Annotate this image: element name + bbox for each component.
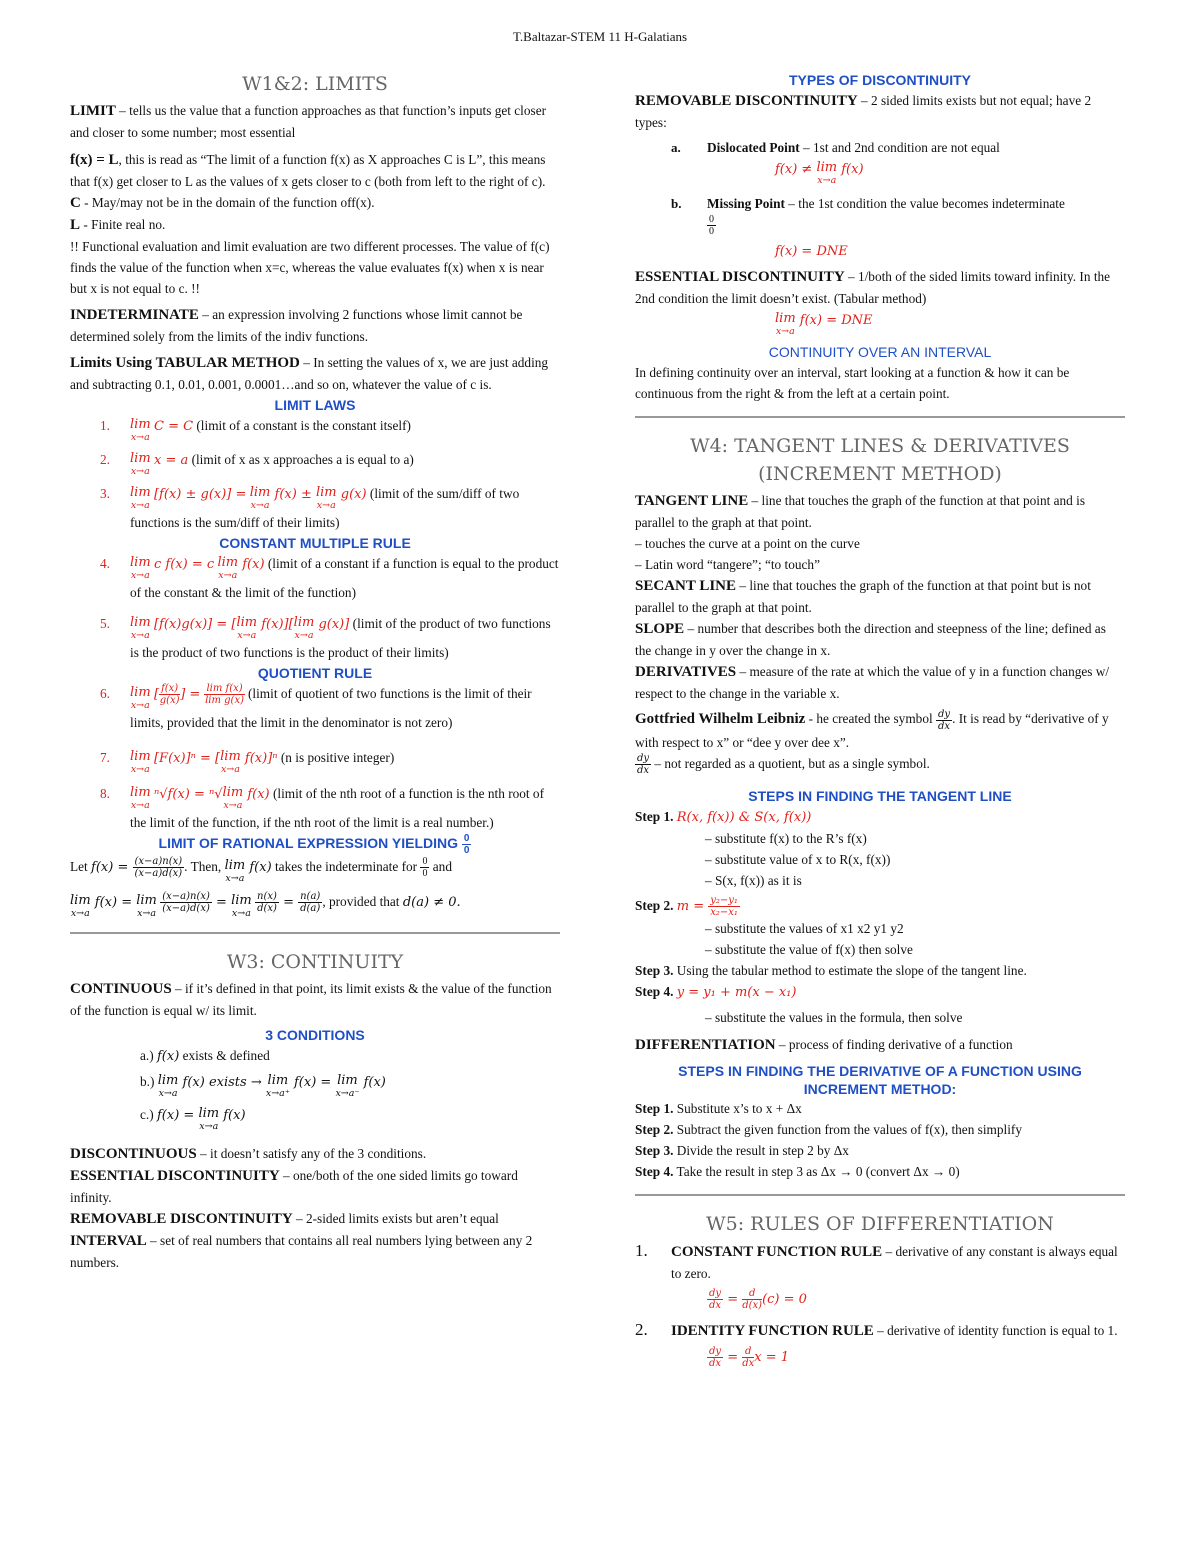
- tangent-step-2: Step 2. m = y₂−y₁ x₂−x₁: [635, 895, 738, 919]
- slope-definition: SLOPE – number that describes both the direction and steepness of the line; defined as the change in y over the change in x.: [635, 621, 1106, 659]
- rule-2: 2. IDENTITY FUNCTION RULE – derivative of identity function is equal to 1.: [635, 1320, 1118, 1340]
- differentiation-definition: DIFFERENTIATION – process of finding derivative of a function: [635, 1037, 1013, 1054]
- removable-discontinuity-definition: REMOVABLE DISCONTINUITY – 2-sided limits exists but aren’t equal: [70, 1211, 499, 1227]
- c-definition: C - May/may not be in the domain of the function off(x).: [70, 195, 375, 211]
- dislocated-point-equation: f(x) ≠ lim x→a f(x): [775, 160, 864, 186]
- condition-c: c.) f(x) = lim x→a f(x): [140, 1106, 246, 1132]
- tangent-line-definition: TANGENT LINE – line that touches the graph of the function at that point and is parallel to the graph at that point.: [635, 493, 1086, 531]
- tangent-step-2-b1: – substitute the values of x1 x2 y1 y2: [705, 921, 904, 937]
- divider: [70, 932, 560, 934]
- tangent-step-1-b2: – substitute value of x to R(x, f(x)): [705, 852, 891, 868]
- indeterminate-definition: INDETERMINATE – an expression involving 2 functions whose limit cannot be determined solely from the limits of the indiv functions.: [70, 307, 523, 344]
- law-3: 3. lim x→a [f(x) ± g(x)] = lim x→a f(x) ± lim x→a g(x) (limit of the sum/diff of two functions is the sum/diff of their limits): [100, 485, 520, 530]
- types-of-discontinuity-heading: TYPES OF DISCONTINUITY: [788, 72, 971, 88]
- condition-b: b.) lim x→a f(x) exists → lim x→a⁺ f(x) = lim x→a⁻ f(x): [140, 1073, 386, 1099]
- tangent-bullet-2: – Latin word “tangere”; “to touch”: [635, 557, 820, 573]
- essential-equation: lim x→a f(x) = DNE: [775, 311, 873, 338]
- constant-multiple-heading: CONSTANT MULTIPLE RULE: [219, 535, 411, 551]
- rational-expression-heading: LIMIT OF RATIONAL EXPRESSION YIELDING 0 0: [158, 833, 470, 856]
- section-title-limits: W1&2: LIMITS: [242, 73, 388, 95]
- steps-tangent-heading: STEPS IN FINDING THE TANGENT LINE: [748, 788, 1012, 805]
- type-b: b. Missing Point – the 1st condition the value becomes indeterminate: [671, 196, 1065, 211]
- rule-1-equation: dy dx = d d(x)(c) = 0: [709, 1288, 807, 1312]
- condition-a: a.) f(x) exists & defined: [140, 1048, 270, 1064]
- law-2: 2. lim x→a x = a (limit of x as x approaches a is equal to a): [100, 451, 414, 477]
- essential-discontinuity-definition: ESSENTIAL DISCONTINUITY – 1/both of the sided limits toward infinity. In the 2nd condition the limit doesn’t exist. (Tabular method): [635, 269, 1111, 307]
- section-title-differentiation: W5: RULES OF DIFFERENTIATION: [706, 1213, 1054, 1236]
- law-4: 4. lim x→a c f(x) = c lim x→a f(x) (limit of a constant if a function is equal to the product of the constant & the limit of the function): [100, 555, 559, 600]
- limit-definition: LIMIT – tells us the value that a function approaches as that function’s inputs get closer and closer to some number; most essential: [70, 103, 547, 140]
- section-title-tangent: W4: TANGENT LINES & DERIVATIVES (INCREMENT METHOD): [690, 435, 1070, 486]
- l-definition: L - Finite real no.: [70, 217, 166, 233]
- essential-discontinuity-definition: ESSENTIAL DISCONTINUITY – one/both of the one sided limits go toward infinity.: [70, 1168, 518, 1205]
- law-8: 8. lim x→a ⁿ√f(x) = ⁿ√lim x→a f(x) (limit of the nth root of a function is the nth root of the limit of the function, if the nth root of the limit is a real number.): [100, 785, 545, 830]
- left-column: [70, 70, 560, 1273]
- derivatives-definition: DERIVATIVES – measure of the rate at which the value of y in a function changes w/ respect to the change in the variable x.: [635, 664, 1110, 702]
- tangent-bullet-1: – touches the curve at a point on the curve: [635, 536, 860, 552]
- limit-laws-heading: LIMIT LAWS: [274, 397, 356, 413]
- type-a: a. Dislocated Point – 1st and 2nd condition are not equal: [671, 140, 1000, 155]
- derivative-step-3: Step 3. Divide the result in step 2 by Δx: [635, 1143, 849, 1159]
- fx-definition: f(x) = L, this is read as “The limit of a function f(x) as X approaches C is L”, this means that f(x) get closer to L as the values of x gets closer to c (both from left to the right of c).: [70, 152, 546, 189]
- three-conditions-heading: 3 CONDITIONS: [265, 1027, 365, 1043]
- tangent-step-1-b1: – substitute f(x) to the R’s f(x): [705, 831, 867, 847]
- tangent-step-2-b2: – substitute the value of f(x) then solve: [705, 942, 913, 958]
- dne-equation: f(x) = DNE: [775, 244, 848, 260]
- evaluation-note: !! Functional evaluation and limit evaluation are two different processes. The value of f(c) finds the value of the function when x=c, whereas the value evaluates f(x) when x is near but x is not equal to c. !!: [70, 239, 550, 296]
- interval-definition: INTERVAL – set of real numbers that contains all real numbers lying between any 2 numbers.: [70, 1233, 533, 1270]
- section-title-continuity: W3: CONTINUITY: [226, 951, 404, 973]
- tangent-step-4: Step 4. y = y₁ + m(x − x₁): [635, 984, 797, 1001]
- indeterminate-fraction: 0 0: [709, 214, 714, 238]
- rule-1: 1. CONSTANT FUNCTION RULE – derivative of any constant is always equal to zero.: [635, 1241, 1118, 1282]
- tangent-step-4-b1: – substitute the values in the formula, then solve: [705, 1010, 963, 1026]
- tabular-definition: Limits Using TABULAR METHOD – In setting the values of x, we are just adding and subtracting 0.1, 0.01, 0.001, 0.0001…and so on, whatever the value of c is.: [70, 355, 549, 392]
- derivative-step-2: Step 2. Subtract the given function from the values of f(x), then simplify: [635, 1122, 1023, 1138]
- leibniz-definition: Gottfried Wilhelm Leibniz - he created the symbol dy dx . It is read by “derivative of y with respect to x” or “dee y over dee x”.: [635, 708, 1109, 750]
- law-5: 5. lim x→a [f(x)g(x)] = [lim x→a f(x)][lim x→a g(x)] (limit of the product of two functions is the product of two functions is the product of their limits): [100, 615, 551, 660]
- discontinuous-definition: DISCONTINUOUS – it doesn’t satisfy any of the 3 conditions.: [70, 1146, 427, 1162]
- tangent-step-1-b3: – S(x, f(x)) as it is: [705, 873, 802, 889]
- tangent-step-1: Step 1. R(x, f(x)) & S(x, f(x)): [635, 809, 812, 826]
- secant-line-definition: SECANT LINE – line that touches the graph of the function at that point but is not parallel to the graph at that point.: [635, 578, 1091, 616]
- page-header: T.Baltazar-STEM 11 H-Galatians: [512, 29, 688, 44]
- divider: [635, 1194, 1125, 1196]
- rule-2-equation: dy dx = d dxx = 1: [709, 1346, 790, 1370]
- law-7: 7. lim x→a [F(x)]ⁿ = [lim x→a f(x)]ⁿ (n is positive integer): [100, 749, 395, 775]
- law-1: 1. lim x→a C = C (limit of a constant is the constant itself): [100, 417, 411, 443]
- continuity-interval-definition: In defining continuity over an interval, start looking at a function & how it can be continuous from the right & from the left at a certain point.: [635, 365, 1070, 402]
- tangent-step-3: Step 3. Using the tabular method to estimate the slope of the tangent line.: [635, 963, 1027, 979]
- leibniz-note: dy dx – not regarded as a quotient, but as a single symbol.: [637, 753, 930, 777]
- right-column: [635, 70, 1125, 1369]
- steps-derivative-heading: STEPS IN FINDING THE DERIVATIVE OF A FUNCTION USING INCREMENT METHOD:: [678, 1063, 1082, 1098]
- law-6: 6. lim x→a [ f(x) g(x)] = lim f(x) lim g(x) (limit of quotient of two functions is the limit of their limits, provided that the limit in the denominator is not zero): [100, 683, 532, 730]
- removable-discontinuity-definition: REMOVABLE DISCONTINUITY – 2 sided limits exists but not equal; have 2 types:: [635, 93, 1092, 130]
- continuous-definition: CONTINUOUS – if it’s defined in that point, its limit exists & the value of the function of the function is equal w/ its limit.: [70, 981, 552, 1018]
- rational-expression-statement: Let f(x) = (x−a)n(x) (x−a)d(x) . Then, lim x→a f(x) takes the indeterminate for 0 0 and: [70, 856, 452, 884]
- rational-expression-formula: lim x→a f(x) = lim x→a (x−a)n(x) (x−a)d(x) = lim x→a n(x) d(x) = n(a) d(a) , provided that d(a) ≠ 0.: [70, 891, 461, 919]
- derivative-step-4: Step 4. Take the result in step 3 as Δx → 0 (convert Δx → 0): [635, 1164, 960, 1180]
- derivative-step-1: Step 1. Substitute x’s to x + Δx: [635, 1101, 802, 1117]
- continuity-interval-heading: CONTINUITY OVER AN INTERVAL: [768, 344, 992, 361]
- quotient-rule-heading: QUOTIENT RULE: [257, 665, 373, 681]
- divider: [635, 416, 1125, 418]
